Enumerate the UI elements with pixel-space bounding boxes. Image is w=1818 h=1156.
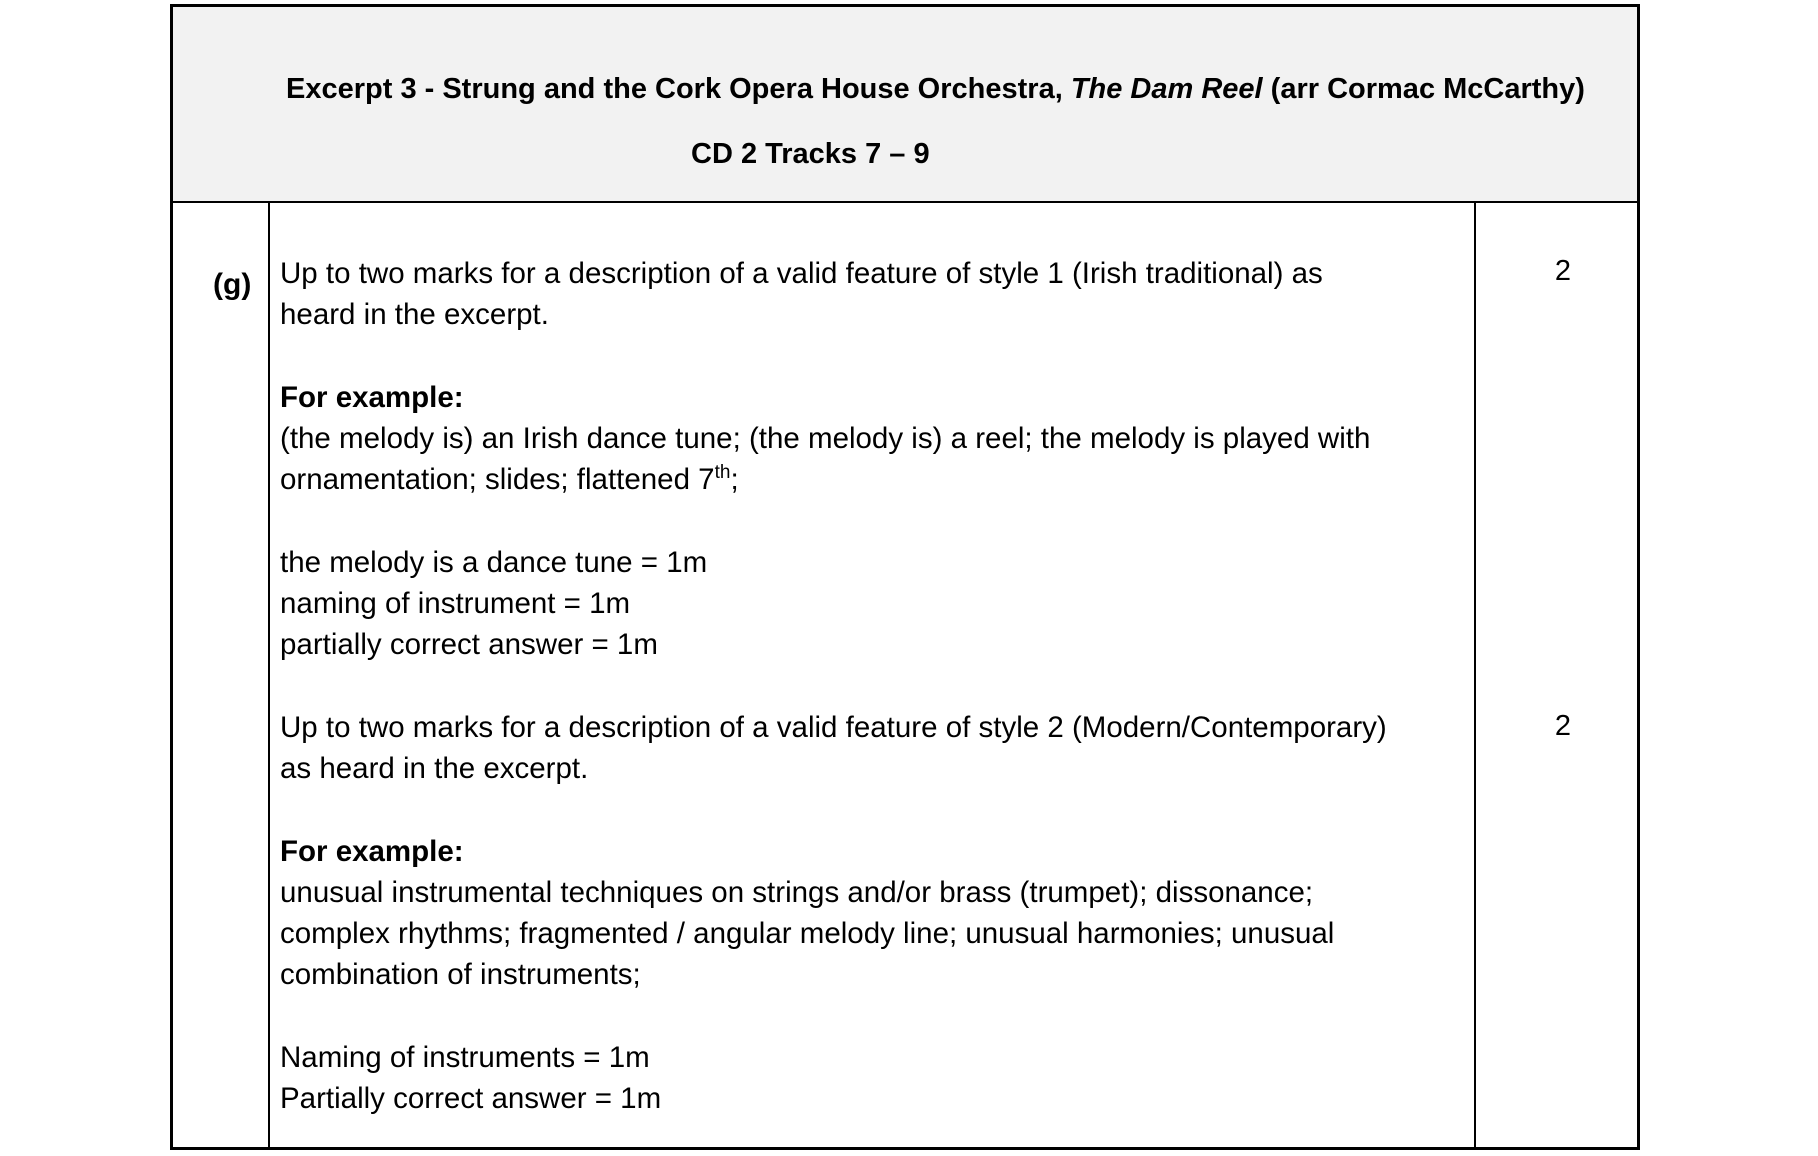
style1-intro-line: heard in the excerpt. [280,298,549,331]
style1-criterion: the melody is a dance tune = 1m [280,546,708,579]
excerpt-title [286,71,1585,107]
excerpt-title-prefix: Excerpt 3 - Strung and the Cork Opera House Orchestra, [286,73,1071,105]
style1-criterion: naming of instrument = 1m [280,587,631,620]
ordinal-suffix: th [714,462,731,484]
style2-example-line: complex rhythms; fragmented / angular melody line; unusual harmonies; unusual [280,917,1335,950]
style1-intro-line: Up to two marks for a description of a valid feature of style 1 (Irish traditional) as [280,257,1323,290]
excerpt-title-suffix: (arr Cormac McCarthy) [1262,73,1585,105]
excerpt-header [173,7,1637,203]
style2-example-line: unusual instrumental techniques on strings and/or brass (trumpet); dissonance; [280,876,1314,909]
style1-example-end: ; [730,463,739,496]
answer-guidance [280,253,1472,1119]
marks-style-1: 2 [1554,255,1572,287]
question-label: (g) [213,268,252,301]
cd-tracks: CD 2 Tracks 7 – 9 [691,138,930,170]
style1-example-heading: For example: [280,381,464,414]
style1-example-line: (the melody is) an Irish dance tune; (the melody is) a reel; the melody is played with [280,422,1371,455]
style1-criterion: partially correct answer = 1m [280,628,658,661]
style2-example-heading: For example: [280,835,464,868]
column-divider-question [268,203,270,1150]
style1-example-text: ornamentation; slides; flattened 7 [280,463,715,496]
style2-intro-line: as heard in the excerpt. [280,752,589,785]
style1-example-line [280,459,1472,500]
mark-scheme-table [170,4,1640,1150]
marks-style-2: 2 [1554,710,1572,742]
style2-criterion: Partially correct answer = 1m [280,1082,662,1115]
style2-criterion: Naming of instruments = 1m [280,1041,650,1074]
style2-example-line: combination of instruments; [280,958,641,991]
excerpt-title-work: The Dam Reel [1070,73,1263,105]
column-divider-marks [1474,203,1476,1150]
style2-intro-line: Up to two marks for a description of a valid feature of style 2 (Modern/Contemporary) [280,711,1387,744]
